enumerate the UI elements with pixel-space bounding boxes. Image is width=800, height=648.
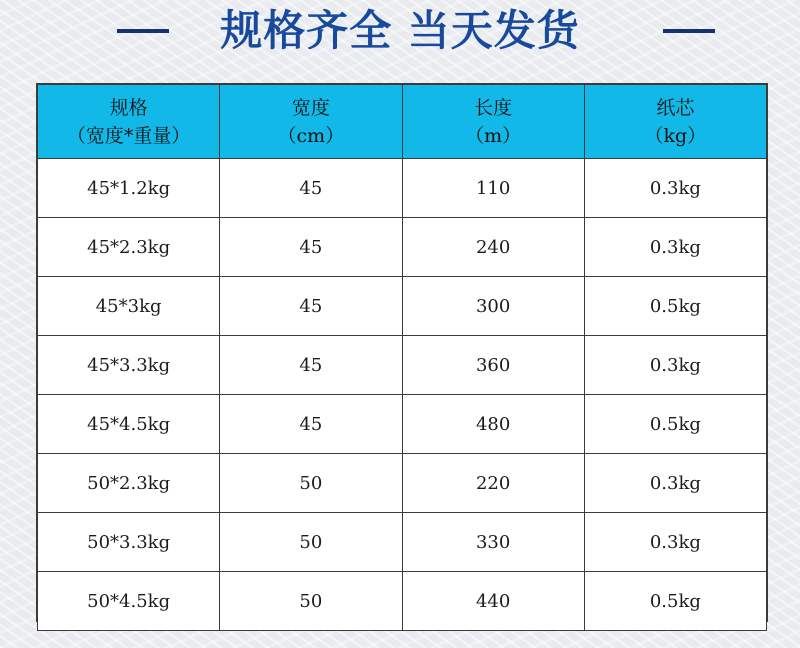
header-width — [220, 85, 402, 159]
table-body — [38, 159, 767, 631]
table-row — [38, 454, 767, 513]
width-cell: 45 — [220, 395, 402, 454]
header-length-unit: （m） — [465, 124, 522, 147]
banner — [0, 0, 800, 70]
header-spec-unit: （宽度*重量） — [66, 124, 191, 147]
spec-cell: 45*4.5kg — [38, 395, 220, 454]
table-row — [38, 513, 767, 572]
table-header — [38, 85, 767, 159]
header-width-unit: （cm） — [277, 124, 345, 147]
width-cell: 50 — [220, 454, 402, 513]
right-decorative-dash — [663, 29, 715, 33]
core-cell: 0.3kg — [584, 159, 766, 218]
length-cell: 480 — [402, 395, 584, 454]
spec-cell: 45*1.2kg — [38, 159, 220, 218]
header-core-label: 纸芯 — [656, 96, 695, 119]
table-row — [38, 277, 767, 336]
banner-title: 规格齐全 当天发货 — [220, 6, 580, 55]
width-cell: 45 — [220, 218, 402, 277]
core-cell: 0.5kg — [584, 572, 766, 631]
width-cell: 45 — [220, 159, 402, 218]
spec-table — [37, 84, 767, 631]
length-cell: 220 — [402, 454, 584, 513]
width-cell: 50 — [220, 572, 402, 631]
header-length — [402, 85, 584, 159]
core-cell: 0.5kg — [584, 395, 766, 454]
table-row — [38, 336, 767, 395]
header-spec — [38, 85, 220, 159]
header-width-label: 宽度 — [291, 96, 330, 119]
header-core-unit: （kg） — [644, 124, 707, 147]
spec-cell: 45*3kg — [38, 277, 220, 336]
core-cell: 0.3kg — [584, 218, 766, 277]
core-cell: 0.3kg — [584, 513, 766, 572]
core-cell: 0.3kg — [584, 454, 766, 513]
table-row — [38, 159, 767, 218]
spec-cell: 45*3.3kg — [38, 336, 220, 395]
length-cell: 330 — [402, 513, 584, 572]
length-cell: 440 — [402, 572, 584, 631]
width-cell: 45 — [220, 336, 402, 395]
width-cell: 50 — [220, 513, 402, 572]
length-cell: 360 — [402, 336, 584, 395]
width-cell: 45 — [220, 277, 402, 336]
core-cell: 0.5kg — [584, 277, 766, 336]
header-core — [584, 85, 766, 159]
header-length-label: 长度 — [474, 96, 513, 119]
spec-cell: 45*2.3kg — [38, 218, 220, 277]
table-row — [38, 572, 767, 631]
length-cell: 110 — [402, 159, 584, 218]
spec-cell: 50*4.5kg — [38, 572, 220, 631]
table-row — [38, 218, 767, 277]
spec-cell: 50*3.3kg — [38, 513, 220, 572]
header-spec-label: 规格 — [109, 96, 148, 119]
length-cell: 240 — [402, 218, 584, 277]
header-row — [38, 85, 767, 159]
spec-table-wrapper — [36, 83, 768, 622]
spec-cell: 50*2.3kg — [38, 454, 220, 513]
core-cell: 0.3kg — [584, 336, 766, 395]
table-row — [38, 395, 767, 454]
length-cell: 300 — [402, 277, 584, 336]
